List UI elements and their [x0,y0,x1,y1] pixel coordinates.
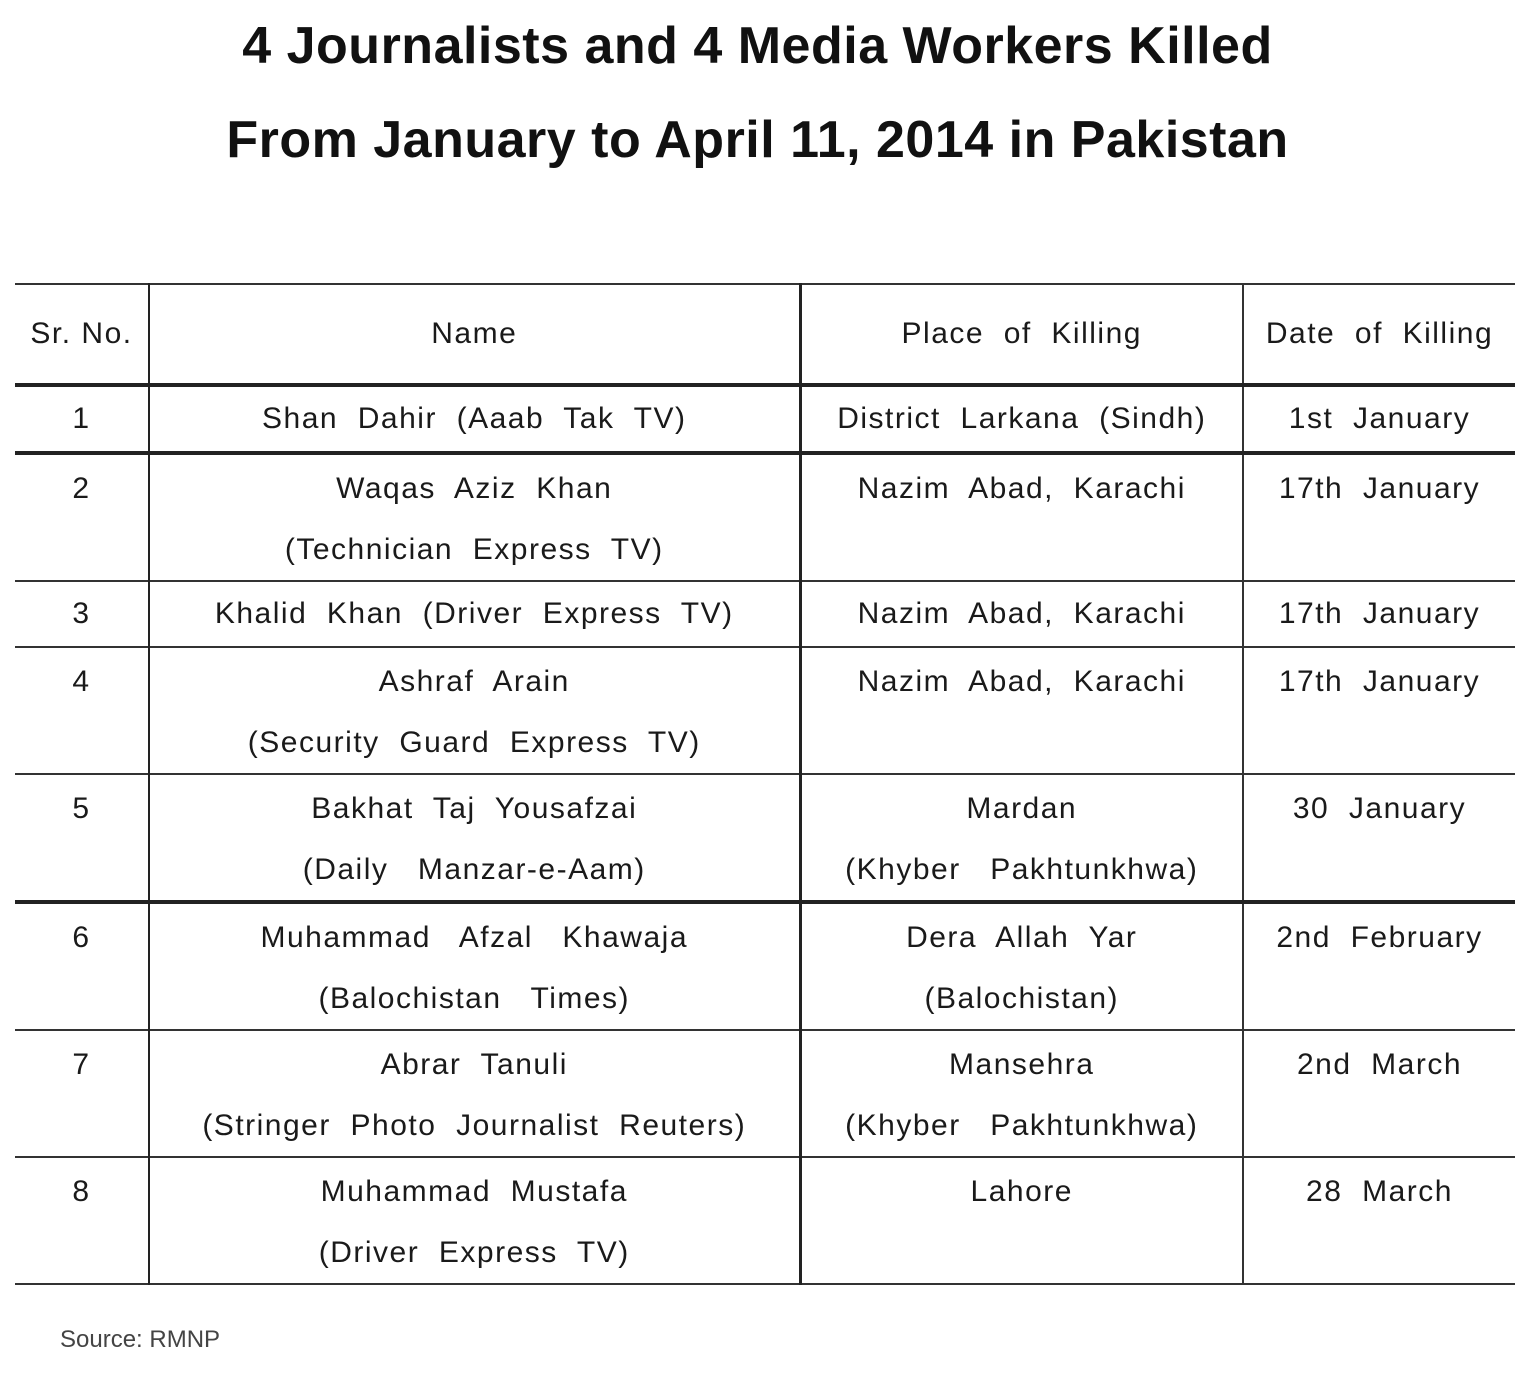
place: Nazim Abad, Karachi [857,472,1186,505]
date: 30 January [1292,792,1467,825]
table-row [15,453,1515,581]
sr-no: 1 [72,402,91,435]
place: District Larkana (Sindh) [837,402,1207,435]
header-date: Date of Killing [1265,317,1494,350]
name: Abrar Tanuli [380,1048,568,1081]
source-note: Source: RMNP [60,1326,221,1353]
sr-no: 4 [72,665,91,698]
name-affiliation: (Driver Express TV) [318,1236,630,1269]
name: Shan Dahir (Aaab Tak TV) [262,402,687,435]
table-row [15,1157,1515,1284]
header-name: Name [149,284,800,385]
header-place: Place of Killing [800,284,1243,385]
name-affiliation: (Daily Manzar-e-Aam) [302,853,646,886]
name: Waqas Aziz Khan [336,472,613,505]
page-title-line-2: From January to April 11, 2014 in Pakistan [226,111,1289,169]
table-row [15,385,1515,453]
name: Muhammad Mustafa [320,1175,628,1208]
place-region: (Balochistan) [924,982,1120,1015]
date: 28 March [1306,1175,1453,1208]
place-region: (Khyber Pakhtunkhwa) [845,1109,1199,1142]
name-affiliation: (Balochistan Times) [318,982,631,1015]
place-region: (Khyber Pakhtunkhwa) [845,853,1199,886]
place: Mansehra [949,1048,1095,1081]
sr-no: 7 [72,1048,91,1081]
name: Bakhat Taj Yousafzai [311,792,638,825]
table-row [15,902,1515,1030]
date: 17th January [1278,597,1481,630]
sr-no: 5 [72,792,91,825]
date: 2nd March [1296,1048,1463,1081]
name: Khalid Khan (Driver Express TV) [214,597,734,630]
name-affiliation: (Stringer Photo Journalist Reuters) [202,1109,747,1142]
date: 17th January [1278,472,1481,505]
date: 17th January [1278,665,1481,698]
page-title-line-1: 4 Journalists and 4 Media Workers Killed [242,17,1273,75]
table-row [15,647,1515,774]
table-row [15,1030,1515,1157]
table-row [15,774,1515,902]
name: Muhammad Afzal Khawaja [260,921,689,954]
header-sr-no: Sr. No. [15,284,149,385]
name-affiliation: (Security Guard Express TV) [247,726,701,759]
date: 1st January [1288,402,1471,435]
table-row [15,581,1515,647]
place: Lahore [970,1175,1073,1208]
place: Nazim Abad, Karachi [857,597,1186,630]
sr-no: 6 [72,921,91,954]
table-header-row [15,284,1515,385]
place: Mardan [966,792,1078,825]
name-affiliation: (Technician Express TV) [284,533,664,566]
sr-no: 3 [72,597,91,630]
killings-table [15,283,1515,1285]
place: Nazim Abad, Karachi [857,665,1186,698]
sr-no: 8 [72,1175,91,1208]
place: Dera Allah Yar [906,921,1138,954]
sr-no: 2 [72,472,91,505]
name: Ashraf Arain [378,665,570,698]
date: 2nd February [1276,921,1483,954]
